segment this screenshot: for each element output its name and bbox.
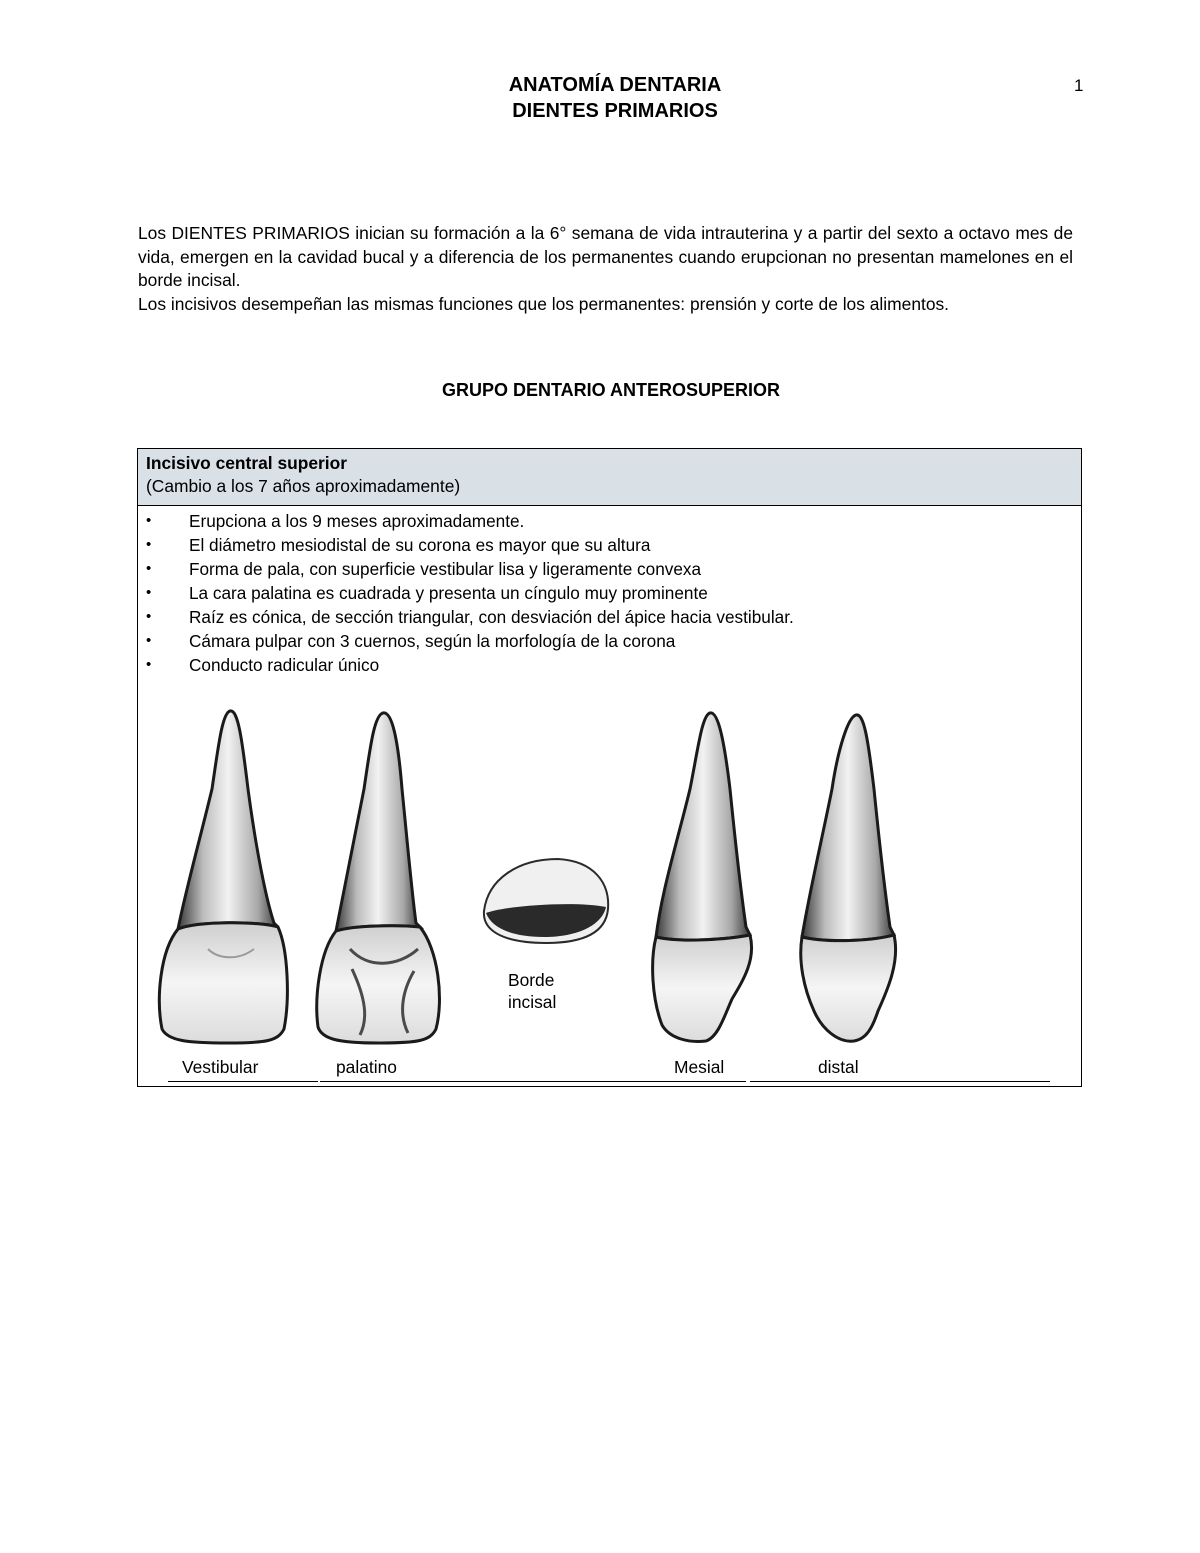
tooth-illustrations [138,699,1083,1089]
tooth-change-age: (Cambio a los 7 años aproximadamente) [146,476,461,496]
bullet-icon: • [146,632,152,649]
tooth-info-box [137,448,1082,1087]
tooth-figures [138,699,1083,1089]
page-number: 1 [1074,76,1084,95]
bullet-icon: • [146,560,152,577]
feature-item: • Conducto radicular único [146,655,380,675]
label-vestibular: Vestibular [182,1057,259,1077]
label-borde-incisal: Borde incisal [508,970,557,1012]
document-subtitle: DIENTES PRIMARIOS [512,100,718,122]
document-title: ANATOMÍA DENTARIA [508,74,722,96]
tooth-box-header [138,449,1081,506]
bullet-icon: • [146,536,152,553]
bullet-icon: • [146,656,152,673]
tooth-name: Incisivo central superior [146,453,348,473]
intro-text [138,222,1073,316]
label-distal: distal [818,1057,859,1077]
feature-item: • Forma de pala, con superficie vestibular lisa y ligeramente convexa [146,559,702,579]
feature-item: • Cámara pulpar con 3 cuernos, según la morfología de la corona [146,631,676,651]
feature-list [138,506,1081,677]
label-palatino: palatino [336,1057,397,1077]
label-mesial: Mesial [674,1057,725,1077]
intro-paragraph-1: Los DIENTES PRIMARIOS inician su formación a la 6° semana de vida intrauterina y a partir del sexto a octavo mes de vida, emergen en la cavidad bucal y a diferencia de los permanentes cuando erupcionan no presentan mamelones en el borde incisal. [138,223,1073,290]
intro-paragraph-2: Los incisivos desempeñan las mismas funciones que los permanentes: prensión y corte de los alimentos. [138,293,950,314]
tooth-palatine-view [317,713,440,1043]
figure-baseline [320,1081,450,1082]
feature-item: • La cara palatina es cuadrada y presenta un cíngulo muy prominente [146,583,708,603]
feature-item: • El diámetro mesiodistal de su corona es mayor que su altura [146,535,651,555]
tooth-incisal-edge-view [484,859,608,943]
tooth-mesial-view [653,713,752,1042]
figure-baseline [890,1081,1050,1082]
feature-item: • Raíz es cónica, de sección triangular, con desviación del ápice hacia vestibular. [146,607,794,627]
tooth-vestibular-view [159,711,287,1043]
figure-baseline [750,1081,890,1082]
figure-baseline [168,1081,318,1082]
tooth-distal-view [801,715,896,1041]
bullet-icon: • [146,608,152,625]
feature-item: • Erupciona a los 9 meses aproximadamente. [146,511,525,531]
bullet-icon: • [146,584,152,601]
figure-baseline [450,1081,746,1082]
section-heading: GRUPO DENTARIO ANTEROSUPERIOR [441,380,781,400]
bullet-icon: • [146,512,152,529]
